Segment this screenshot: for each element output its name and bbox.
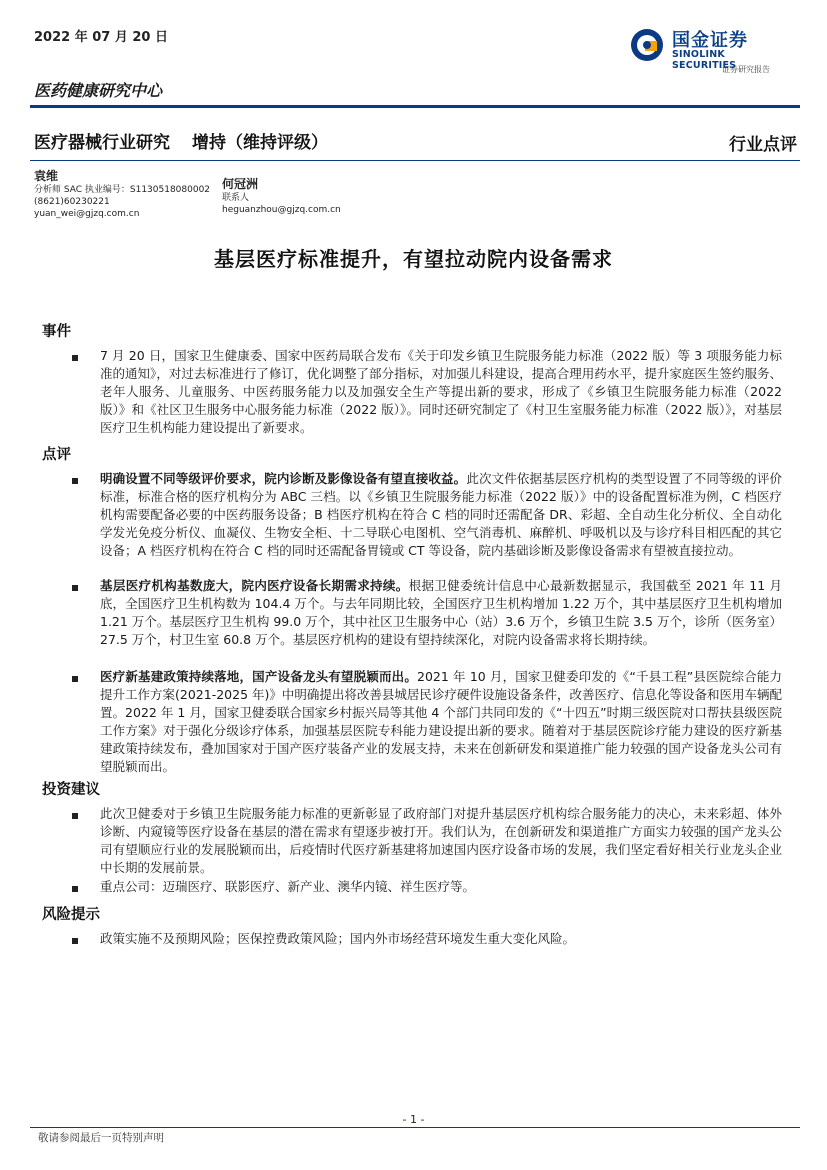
- author-card: [34, 168, 210, 220]
- author-name: 袁维: [34, 169, 59, 183]
- header-divider: [30, 105, 800, 108]
- bullet-icon: [72, 585, 78, 591]
- rating-label: 增持（维持评级）: [192, 133, 328, 153]
- comment-2-body: 根据卫健委统计信息中心最新数据显示，我国截至 2021 年 11 月底，全国医疗卫生机构数为 104.4 万个。与去年同期比较，全国医疗卫生机构增加 1.22 万个，其中基层医疗卫生机构增加 1.21 万个。基层医疗卫生机构 99.0 万个，其中社区卫生服务中心（站）3.6 万个，乡镇卫生院 3.5 万个，诊所（医务室）27.5 万个，村卫生室 60.8 万个。基层医疗机构的建设有望持续深化，对院内设备需求将长期持续。: [100, 578, 782, 647]
- contact-card: [222, 176, 341, 216]
- section-comment-title: 点评: [42, 446, 71, 463]
- bullet-icon: [72, 886, 78, 892]
- report-date: 2022 年 07 月 20 日: [34, 30, 168, 45]
- industry-label: 医疗器械行业研究: [34, 133, 170, 153]
- logo-subtitle: 证券研究报告: [722, 65, 770, 74]
- contact-email: heguanzhou@gjzq.com.cn: [222, 205, 341, 215]
- logo-name: 国金证券: [672, 30, 748, 51]
- comment-2-lead: 基层医疗机构基数庞大，院内医疗设备长期需求持续。: [100, 578, 409, 593]
- comment-3-body: 2021 年 10 月，国家卫健委印发的《“千县工程”县医院综合能力提升工作方案(2021-2025 年)》中明确提出将改善县城居民诊疗硬件设施设备条件，改善医疗、信息化等设备和医用车辆配置。2022 年 1 月，国家卫健委联合国家乡村振兴局等其他 4 个部门共同印发的《“十四五”时期三级医院对口帮扶县级医院工作方案》对于强化分级诊疗体系，加强基层医院专科能力建设提出新的要求。随着对于基层医院诊疗能力建设的医疗新基建政策持续发布，叠加国家对于国产医疗装备产业的发展支持，未来在创新研发和渠道推广能力较强的国产设备龙头公司有望脱颖而出。: [100, 669, 782, 774]
- report-type: 行业点评: [729, 135, 797, 155]
- contact-name: 何冠洲: [222, 177, 259, 191]
- risk-paragraph: 政策实施不及预期风险；医保控费政策风险；国内外市场经营环境发生重大变化风险。: [100, 931, 576, 946]
- department-name: 医药健康研究中心: [34, 81, 163, 100]
- bullet-icon: [72, 813, 78, 819]
- comment-paragraph-3: [100, 668, 782, 776]
- bullet-icon: [72, 478, 78, 484]
- contact-role: 联系人: [222, 193, 250, 203]
- section-event-title: 事件: [42, 323, 71, 340]
- title-divider: [30, 160, 800, 161]
- footer-divider: [30, 1127, 800, 1128]
- logo-english-name: SINOLINK SECURITIES: [672, 49, 737, 71]
- bullet-icon: [72, 676, 78, 682]
- company-logo: [630, 26, 790, 78]
- section-risk-title: 风险提示: [42, 906, 100, 923]
- comment-3-lead: 医疗新基建政策持续落地，国产设备龙头有望脱颖而出。: [100, 669, 418, 684]
- logo-emblem-icon: [630, 28, 664, 62]
- page-number: - 1 -: [402, 1113, 425, 1126]
- footer-disclaimer: 敬请参阅最后一页特别声明: [38, 1132, 164, 1144]
- comment-1-lead: 明确设置不同等级评价要求，院内诊断及影像设备有望直接收益。: [100, 471, 467, 486]
- comment-paragraph-2: [100, 577, 782, 649]
- author-phone: (8621)60230221: [34, 197, 110, 207]
- key-companies: 重点公司：迈瑞医疗、联影医疗、新产业、澳华内镜、祥生医疗等。: [100, 879, 476, 894]
- comment-1-body: 此次文件依据基层医疗机构的类型设置了不同等级的评价标准，标准合格的医疗机构分为 ABC 三档。以《乡镇卫生院服务能力标准（2022 版）》中的设备配置标准为例，C 档医疗机构需要配备必要的中医药服务设备；B 档医疗机构在符合 C 档的同时还需配备 DR、彩超、全自动生化分析仪、全自动化学发光免疫分析仪、血凝仪、生物安全柜、十二导联心电图机、空气消毒机、麻醉机、呼吸机以及与诊疗科目相匹配的其它设备；A 档医疗机构在符合 C 档的同时还需配备胃镜或 CT 等设备，院内基础诊断及影像设备需求有望被直接拉动。: [100, 471, 782, 558]
- investment-paragraph: 此次卫健委对于乡镇卫生院服务能力标准的更新彰显了政府部门对提升基层医疗机构综合服务能力的决心，未来彩超、体外诊断、内窥镜等医疗设备在基层的潜在需求有望逐步被打开。我们认为，在创新研发和渠道推广方面实力较强的国产龙头公司有望顺应行业的发展脱颖而出，后疫情时代医疗新基建将加速国内医疗设备市场的发展，我们坚定看好相关行业龙头企业中长期的发展前景。: [100, 806, 782, 875]
- section-investment-title: 投资建议: [42, 781, 100, 798]
- bullet-icon: [72, 938, 78, 944]
- report-title-line: [34, 128, 350, 153]
- bullet-icon: [72, 355, 78, 361]
- comment-paragraph-1: [100, 470, 782, 560]
- author-email: yuan_wei@gjzq.com.cn: [34, 209, 140, 219]
- author-license: 分析师 SAC 执业编号：S1130518080002: [34, 185, 211, 195]
- report-headline: 基层医疗标准提升，有望拉动院内设备需求: [214, 247, 613, 271]
- event-paragraph: 7 月 20 日，国家卫生健康委、国家中医药局联合发布《关于印发乡镇卫生院服务能力标准（2022 版）等 3 项服务能力标准的通知》，对过去标准进行了修订，优化调整了部分指标，对加强儿科建设，提高合理用药水平，提升家庭医生签约服务、老年人服务、儿童服务、中医药服务能力以及加强安全生产等提出新的要求，形成了《乡镇卫生院服务能力标准（2022 版）》和《社区卫生服务中心服务能力标准（2022 版）》。同时还研究制定了《村卫生室服务能力标准（2022 版）》，对基层医疗卫生机构能力建设提出了新要求。: [100, 348, 782, 435]
